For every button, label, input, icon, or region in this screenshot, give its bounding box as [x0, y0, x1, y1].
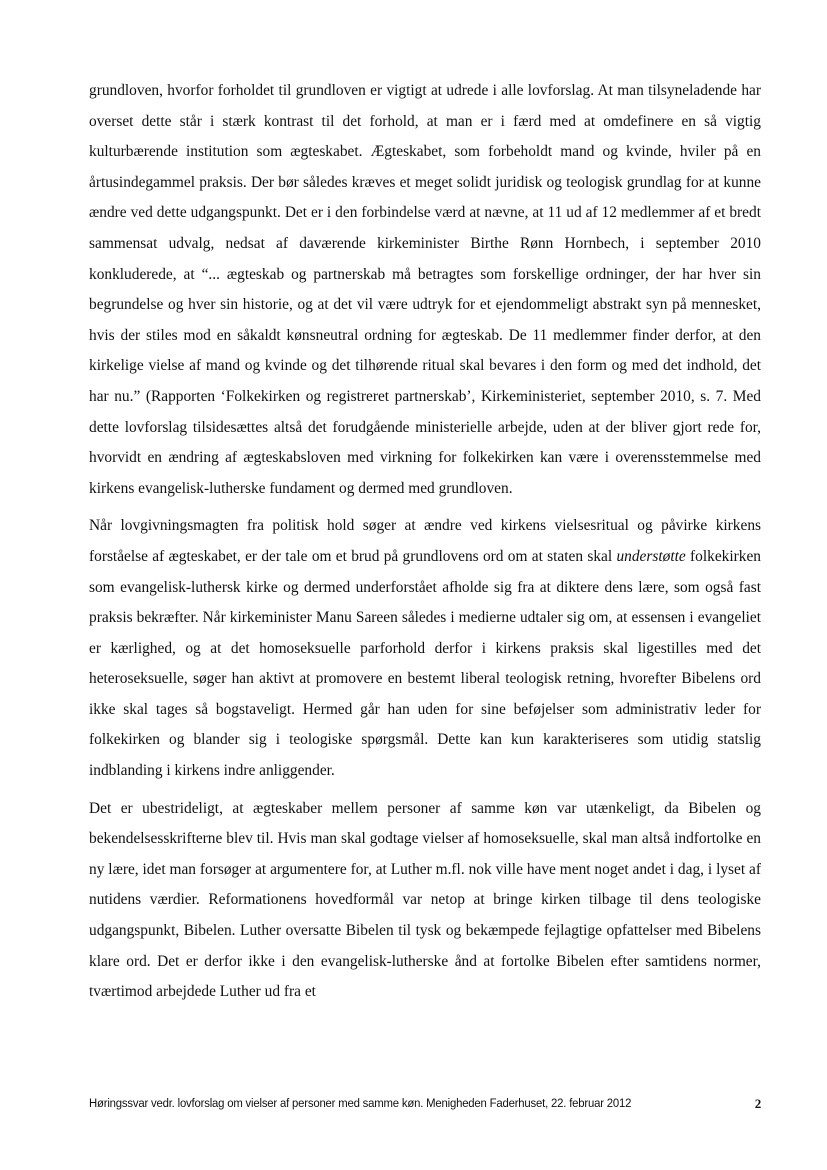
paragraph-2-text-start: Når lovgivningsmagten fra politisk hold søger at ændre ved kirkens vielsesritual og påvirke kirkens forståelse af ægteskabet, er der tale om et brud på grundlovens ord om at staten skal — [89, 517, 761, 565]
paragraph-1: grundloven, hvorfor forholdet til grundloven er vigtigt at udrede i alle lovforslag. At man tilsyneladende har overset dette står i stærk kontrast til det forhold, at man er i færd med at omdefinere en så vigtig kulturbærende institution som ægteskabet. Ægteskabet, som forbeholdt mand og kvinde, hviler på en årtusindegammel praksis. Der bør således kræves et meget solidt juridisk og teologisk grundlag for at kunne ændre ved dette udgangspunkt. Det er i den forbindelse værd at nævne, at 11 ud af 12 medlemmer af et bredt sammensat udvalg, nedsat af daværende kirkeminister Birthe Rønn Hornbech, i september 2010 konkluderede, at “... ægteskab og partnerskab må betragtes som forskellige ordninger, der har hver sin begrundelse og hver sin historie, og at det vil være udtryk for et ejendommeligt abstrakt syn på mennesket, hvis der stiles mod en såkaldt kønsneutral ordning for ægteskab. De 11 medlemmer finder derfor, at den kirkelige vielse af mand og kvinde og det tilhørende ritual skal bevares i den form og med det indhold, det har nu.” (Rapporten ‘Folkekirken og registreret partnerskab’, Kirkeministeriet, september 2010, s. 7. Med dette lovforslag tilsidesættes altså det forudgående ministerielle arbejde, uden at der bliver gjort rede for, hvorvidt en ændring af ægteskabsloven med virkning for folkekirken kan være i overensstemmelse med kirkens evangelisk-lutherske fundament og dermed med grundloven. — [89, 82, 761, 497]
page-footer — [89, 1096, 761, 1118]
document-body — [89, 76, 761, 1008]
paragraph-2 — [89, 511, 761, 786]
paragraph-2-text-end: folkekirken som evangelisk-luthersk kirke og dermed underforstået afholde sig fra at diktere dens lære, som også fast praksis bekræfter. Når kirkeminister Manu Sareen således i medierne udtaler sig om, at essensen i evangeliet er kærlighed, og at det homoseksuelle parforhold derfor i kirkens praksis skal ligestilles med det heteroseksuelle, søger han aktivt at promovere en bestemt liberal teologisk retning, hvorefter Bibelens ord ikke skal tages så bogstaveligt. Hermed går han uden for sine beføjelser som administrativ leder for folkekirken og blander sig i teologiske spørgsmål. Dette kan kun karakteriseres som utidig statslig indblanding i kirkens indre anliggender. — [89, 547, 761, 780]
page-number: 2 — [754, 1096, 761, 1111]
paragraph-2-emphasis: understøtte — [616, 547, 686, 565]
paragraph-3: Det er ubestrideligt, at ægteskaber mellem personer af samme køn var utænkeligt, da Bibelen og bekendelsesskrifterne blev til. Hvis man skal godtage vielser af homoseksuelle, skal man altså indfortolke en ny lære, idet man forsøger at argumentere for, at Luther m.fl. nok ville have ment noget andet i dag, i lyset af nutidens værdier. Reformationens hovedformål var netop at bringe kirken tilbage til dens teologiske udgangspunkt, Bibelen. Luther oversatte Bibelen til tysk og bekæmpede fejlagtige opfattelser med Bibelens klare ord. Det er derfor ikke i den evangelisk-lutherske ånd at fortolke Bibelen efter samtidens normer, tværtimod arbejdede Luther ud fra et — [89, 799, 761, 1001]
footer-text: Høringssvar vedr. lovforslag om vielser af personer med samme køn. Menigheden Faderhuset, 22. februar 2012 — [89, 1096, 632, 1110]
